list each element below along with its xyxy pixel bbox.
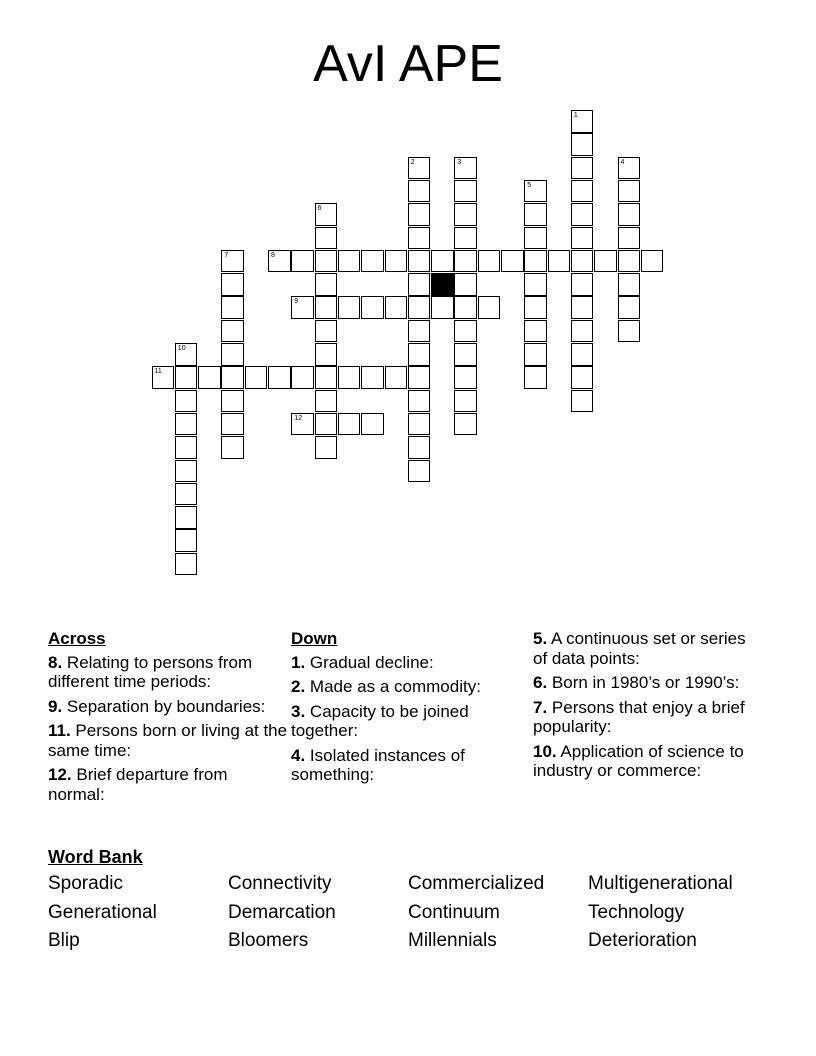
crossword-cell[interactable] — [524, 273, 547, 296]
crossword-cell[interactable] — [454, 250, 477, 273]
clue-number: 5. — [533, 629, 548, 648]
down-heading: Down — [291, 629, 338, 648]
down-clues — [291, 629, 531, 790]
crossword-cell[interactable] — [315, 436, 338, 459]
crossword-cell[interactable] — [524, 320, 547, 343]
crossword-cell[interactable] — [454, 366, 477, 389]
crossword-cell[interactable] — [641, 250, 664, 273]
crossword-cell[interactable] — [571, 343, 594, 366]
crossword-cell[interactable] — [221, 296, 244, 319]
clue-text: Application of science to industry or commerce: — [533, 741, 744, 780]
crossword-cell[interactable] — [571, 250, 594, 273]
across-clues — [48, 629, 288, 809]
crossword-cell[interactable] — [408, 273, 431, 296]
word-bank-item: Millennials — [408, 930, 497, 951]
crossword-cell[interactable] — [454, 227, 477, 250]
clue-item — [48, 697, 288, 717]
cell-number: 1 — [573, 112, 578, 119]
crossword-cell[interactable] — [408, 227, 431, 250]
clue-text: Separation by boundaries: — [62, 696, 266, 716]
crossword-cell[interactable] — [175, 460, 198, 483]
crossword-cell[interactable] — [175, 506, 198, 529]
word-bank-item: Technology — [588, 901, 685, 923]
crossword-cell[interactable] — [175, 343, 198, 366]
crossword-cell[interactable] — [268, 366, 291, 389]
crossword-cell[interactable] — [408, 296, 431, 319]
crossword-cell[interactable] — [618, 180, 641, 203]
crossword-cell[interactable] — [361, 296, 384, 319]
crossword-cell[interactable] — [315, 343, 338, 366]
crossword-cell[interactable] — [524, 296, 547, 319]
cell-number: 9 — [294, 298, 299, 306]
crossword-cell[interactable] — [618, 157, 641, 180]
crossword-cell[interactable] — [175, 390, 198, 413]
crossword-cell[interactable] — [431, 296, 454, 319]
crossword-cell[interactable] — [221, 343, 244, 366]
crossword-cell[interactable] — [408, 436, 431, 459]
crossword-cell[interactable] — [221, 273, 244, 296]
cell-number: 11 — [154, 368, 162, 376]
crossword-cell[interactable] — [338, 296, 361, 319]
crossword-cell[interactable] — [454, 203, 477, 226]
crossword-cell[interactable] — [408, 390, 431, 413]
clue-number: 6. — [533, 673, 548, 692]
crossword-cell[interactable] — [454, 320, 477, 343]
word-bank-item: Deterioration — [588, 930, 697, 951]
crossword-cell[interactable] — [618, 203, 641, 226]
word-bank-item: Sporadic — [48, 873, 123, 894]
word-bank-item: Continuum — [408, 901, 500, 923]
crossword-cell[interactable] — [338, 413, 361, 436]
puzzle-title: AvI APE — [313, 35, 503, 93]
clue-item — [533, 742, 753, 781]
crossword-cell[interactable] — [524, 227, 547, 250]
crossword-cell[interactable] — [618, 320, 641, 343]
crossword-cell[interactable] — [408, 203, 431, 226]
clue-text: Born in 1980’s or 1990’s: — [547, 673, 740, 692]
crossword-cell[interactable] — [315, 390, 338, 413]
crossword-cell[interactable] — [571, 390, 594, 413]
crossword-cell[interactable] — [315, 366, 338, 389]
crossword-cell[interactable] — [454, 157, 477, 180]
crossword-cell[interactable] — [361, 366, 384, 389]
crossword-cell[interactable] — [618, 250, 641, 273]
crossword-cell[interactable] — [571, 110, 594, 133]
clue-number: 7. — [533, 697, 548, 717]
crossword-cell[interactable] — [571, 157, 594, 180]
crossword-cell[interactable] — [454, 390, 477, 413]
crossword-cell[interactable] — [291, 366, 314, 389]
crossword-cell[interactable] — [221, 413, 244, 436]
clue-number: 11. — [48, 721, 71, 740]
clue-number: 10. — [533, 741, 557, 761]
cell-number: 8 — [271, 251, 275, 259]
crossword-cell[interactable] — [221, 390, 244, 413]
cell-number: 3 — [457, 158, 462, 166]
crossword-cell[interactable] — [175, 553, 198, 576]
crossword-block — [431, 273, 454, 296]
crossword-cell[interactable] — [315, 320, 338, 343]
clue-text: Made as a commodity: — [305, 677, 481, 696]
word-bank-item: Bloomers — [228, 930, 309, 951]
crossword-cell[interactable] — [524, 250, 547, 273]
clue-number: 1. — [291, 652, 306, 672]
clue-item — [291, 653, 531, 673]
clue-text: Isolated instances of something: — [291, 745, 465, 784]
word-bank-item: Multigenerational — [588, 873, 733, 894]
crossword-cell[interactable] — [618, 273, 641, 296]
crossword-cell[interactable] — [338, 250, 361, 273]
clue-text: Persons that enjoy a brief popularity: — [533, 697, 745, 736]
cell-number: 10 — [177, 345, 186, 352]
clue-number: 4. — [291, 745, 306, 765]
clue-number: 12. — [48, 765, 72, 784]
word-bank-item: Generational — [48, 901, 157, 923]
crossword-cell[interactable] — [408, 343, 431, 366]
word-bank-item: Blip — [48, 930, 80, 951]
clue-item — [291, 746, 531, 785]
crossword-cell[interactable] — [408, 180, 431, 203]
crossword-cell[interactable] — [291, 296, 314, 319]
crossword-cell[interactable] — [524, 180, 547, 203]
clue-item — [291, 677, 531, 697]
clue-text: Gradual decline: — [305, 652, 434, 672]
crossword-cell[interactable] — [175, 483, 198, 506]
cell-number: 12 — [294, 414, 303, 422]
clue-item — [533, 698, 753, 737]
crossword-cell[interactable] — [175, 413, 198, 436]
crossword-cell[interactable] — [338, 366, 361, 389]
crossword-cell[interactable] — [454, 273, 477, 296]
crossword-cell[interactable] — [361, 413, 384, 436]
crossword-cell[interactable] — [594, 250, 617, 273]
crossword-cell[interactable] — [221, 320, 244, 343]
crossword-cell[interactable] — [618, 296, 641, 319]
clue-number: 9. — [48, 696, 63, 716]
cell-number: 7 — [224, 251, 229, 259]
crossword-cell[interactable] — [175, 529, 198, 552]
crossword-cell[interactable] — [408, 250, 431, 273]
crossword-cell[interactable] — [315, 227, 338, 250]
crossword-cell[interactable] — [524, 366, 547, 389]
clue-text: Brief departure from normal: — [48, 765, 228, 804]
clue-item — [291, 702, 531, 741]
clue-text: Relating to persons from different time periods: — [48, 652, 253, 691]
crossword-cell[interactable] — [454, 180, 477, 203]
clue-text: A continuous set or series of data points: — [533, 629, 746, 668]
crossword-cell[interactable] — [478, 296, 501, 319]
crossword-cell[interactable] — [501, 250, 524, 273]
crossword-cell[interactable] — [175, 366, 198, 389]
word-bank-item: Connectivity — [228, 873, 332, 894]
crossword-cell[interactable] — [571, 180, 594, 203]
crossword-cell[interactable] — [571, 273, 594, 296]
clue-text: Capacity to be joined together: — [291, 701, 469, 740]
clue-item — [533, 629, 753, 668]
crossword-cell[interactable] — [245, 366, 268, 389]
crossword-cell[interactable] — [571, 203, 594, 226]
crossword-cell[interactable] — [268, 250, 291, 273]
crossword-cell[interactable] — [618, 227, 641, 250]
crossword-cell[interactable] — [221, 366, 244, 389]
crossword-cell[interactable] — [478, 250, 501, 273]
crossword-cell[interactable] — [571, 366, 594, 389]
crossword-cell[interactable] — [291, 250, 314, 273]
crossword-cell[interactable] — [315, 413, 338, 436]
crossword-cell[interactable] — [385, 296, 408, 319]
crossword-cell[interactable] — [408, 460, 431, 483]
crossword-cell[interactable] — [524, 343, 547, 366]
word-bank-item: Commercialized — [408, 873, 545, 894]
clue-number: 3. — [291, 701, 306, 721]
clue-item — [48, 765, 288, 804]
crossword-cell[interactable] — [152, 366, 175, 389]
cell-number: 6 — [317, 205, 322, 213]
clue-item — [48, 721, 288, 760]
crossword-cell[interactable] — [315, 296, 338, 319]
crossword-cell[interactable] — [571, 133, 594, 156]
clue-item — [533, 673, 753, 693]
crossword-cell[interactable] — [571, 320, 594, 343]
crossword-cell[interactable] — [408, 366, 431, 389]
crossword-cell[interactable] — [315, 273, 338, 296]
crossword-cell[interactable] — [221, 436, 244, 459]
crossword-cell[interactable] — [315, 250, 338, 273]
crossword-cell[interactable] — [315, 203, 338, 226]
crossword-cell[interactable] — [454, 413, 477, 436]
down-clues-continued — [533, 629, 753, 786]
crossword-cell[interactable] — [454, 343, 477, 366]
crossword-cell[interactable] — [548, 250, 571, 273]
crossword-cell[interactable] — [361, 250, 384, 273]
crossword-cell[interactable] — [408, 320, 431, 343]
clue-text: Persons born or living at the same time: — [48, 721, 288, 760]
crossword-cell[interactable] — [524, 203, 547, 226]
clue-item — [48, 653, 288, 692]
crossword-cell[interactable] — [431, 250, 454, 273]
clue-number: 2. — [291, 677, 306, 696]
cell-number: 2 — [410, 158, 415, 166]
cell-number: 5 — [527, 181, 532, 189]
crossword-cell[interactable] — [571, 227, 594, 250]
crossword-cell[interactable] — [385, 366, 408, 389]
cell-number: 4 — [620, 158, 625, 166]
crossword-cell[interactable] — [221, 250, 244, 273]
crossword-cell[interactable] — [408, 157, 431, 180]
crossword-cell[interactable] — [198, 366, 221, 389]
crossword-cell[interactable] — [454, 296, 477, 319]
crossword-cell[interactable] — [408, 413, 431, 436]
word-bank-item: Demarcation — [228, 901, 336, 923]
word-bank — [48, 873, 788, 953]
crossword-cell[interactable] — [291, 413, 314, 436]
crossword-cell[interactable] — [571, 296, 594, 319]
crossword-cell[interactable] — [385, 250, 408, 273]
across-heading: Across — [48, 629, 106, 648]
clue-number: 8. — [48, 652, 63, 672]
crossword-cell[interactable] — [175, 436, 198, 459]
word-bank-title: Word Bank — [48, 847, 143, 867]
